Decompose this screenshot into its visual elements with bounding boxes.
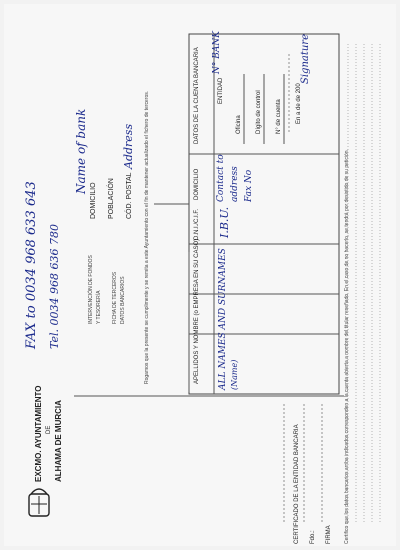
dc-label: Dígito de control <box>256 90 262 134</box>
signature-place-label: En a de de 200 <box>296 83 302 124</box>
footer-label-1: CERTIFICADO DE LA ENTIDAD BANCARIA <box>294 424 300 544</box>
name-value-line1: ALL NAMES AND SURNAMES <box>218 248 228 390</box>
dept-line2: Y TESORERÍA <box>96 290 102 324</box>
fine-print-lines <box>334 34 394 534</box>
footer-label-3: FIRMA <box>326 525 332 544</box>
address-label-3: CÓD. POSTAL <box>126 172 133 219</box>
office-label: Oficina <box>236 115 242 134</box>
name-of-bank-value: Name of bank <box>74 108 88 194</box>
signature-value: Signature <box>300 33 311 84</box>
address-value: Address <box>122 123 135 169</box>
fax-number: FAX to 0034 968 633 643 <box>24 181 39 349</box>
org-name-line2: DE <box>46 425 52 434</box>
org-name-line1: EXCMO. AYUNTAMIENTO <box>34 385 43 482</box>
address-label-2: POBLACIÓN <box>108 178 115 219</box>
footer-notes: Certifico que los datos bancarios arriba indicados corresponden a la cuenta abierta a nombre del titular reseñado. En el caso de no hacerlo, se tendrá por desistido de su petición. <box>344 149 350 544</box>
entity-value: N° BANK <box>212 31 222 74</box>
footer-label-2: Fdo.: <box>310 530 316 544</box>
contact-value-line1: Contact to <box>216 154 226 202</box>
address-label-1: DOMICILIO <box>90 182 97 219</box>
col-header-bank: DATOS DE LA CUENTA BANCARIA <box>194 47 200 144</box>
col-header-name: APELLIDOS Y NOMBRE (o EMPRESA EN SU CASO) <box>194 238 200 384</box>
entity-label: ENTIDAD <box>218 77 224 104</box>
dept-line3: FICHA DE TERCEROS <box>112 271 118 324</box>
tel-number: Tel. 0034 968 636 780 <box>48 224 61 349</box>
contact-value-line2: address <box>230 166 240 202</box>
col-header-dni: D.N.I./C.I.F. <box>194 208 200 240</box>
document-sheet <box>4 4 396 546</box>
dni-value: I.B.U. <box>218 206 231 238</box>
col-header-domicilio: DOMICILIO <box>194 168 200 200</box>
municipal-crest <box>26 484 52 520</box>
account-label: N° de cuenta <box>276 99 282 134</box>
dept-line1: INTERVENCIÓN DE FONDOS <box>88 255 94 324</box>
dept-line4: DATOS BANCARIOS <box>120 276 126 324</box>
org-name-line3: ALHAMA DE MURCIA <box>54 400 63 482</box>
name-value-line2: (Name) <box>230 359 239 390</box>
contact-value-line3: Fax No <box>244 169 254 202</box>
intro-text: Rogamos que la presente se cumplimente y se remita a este Ayuntamiento con el fin de mantener actualizado el fichero de terceros. <box>144 90 150 384</box>
